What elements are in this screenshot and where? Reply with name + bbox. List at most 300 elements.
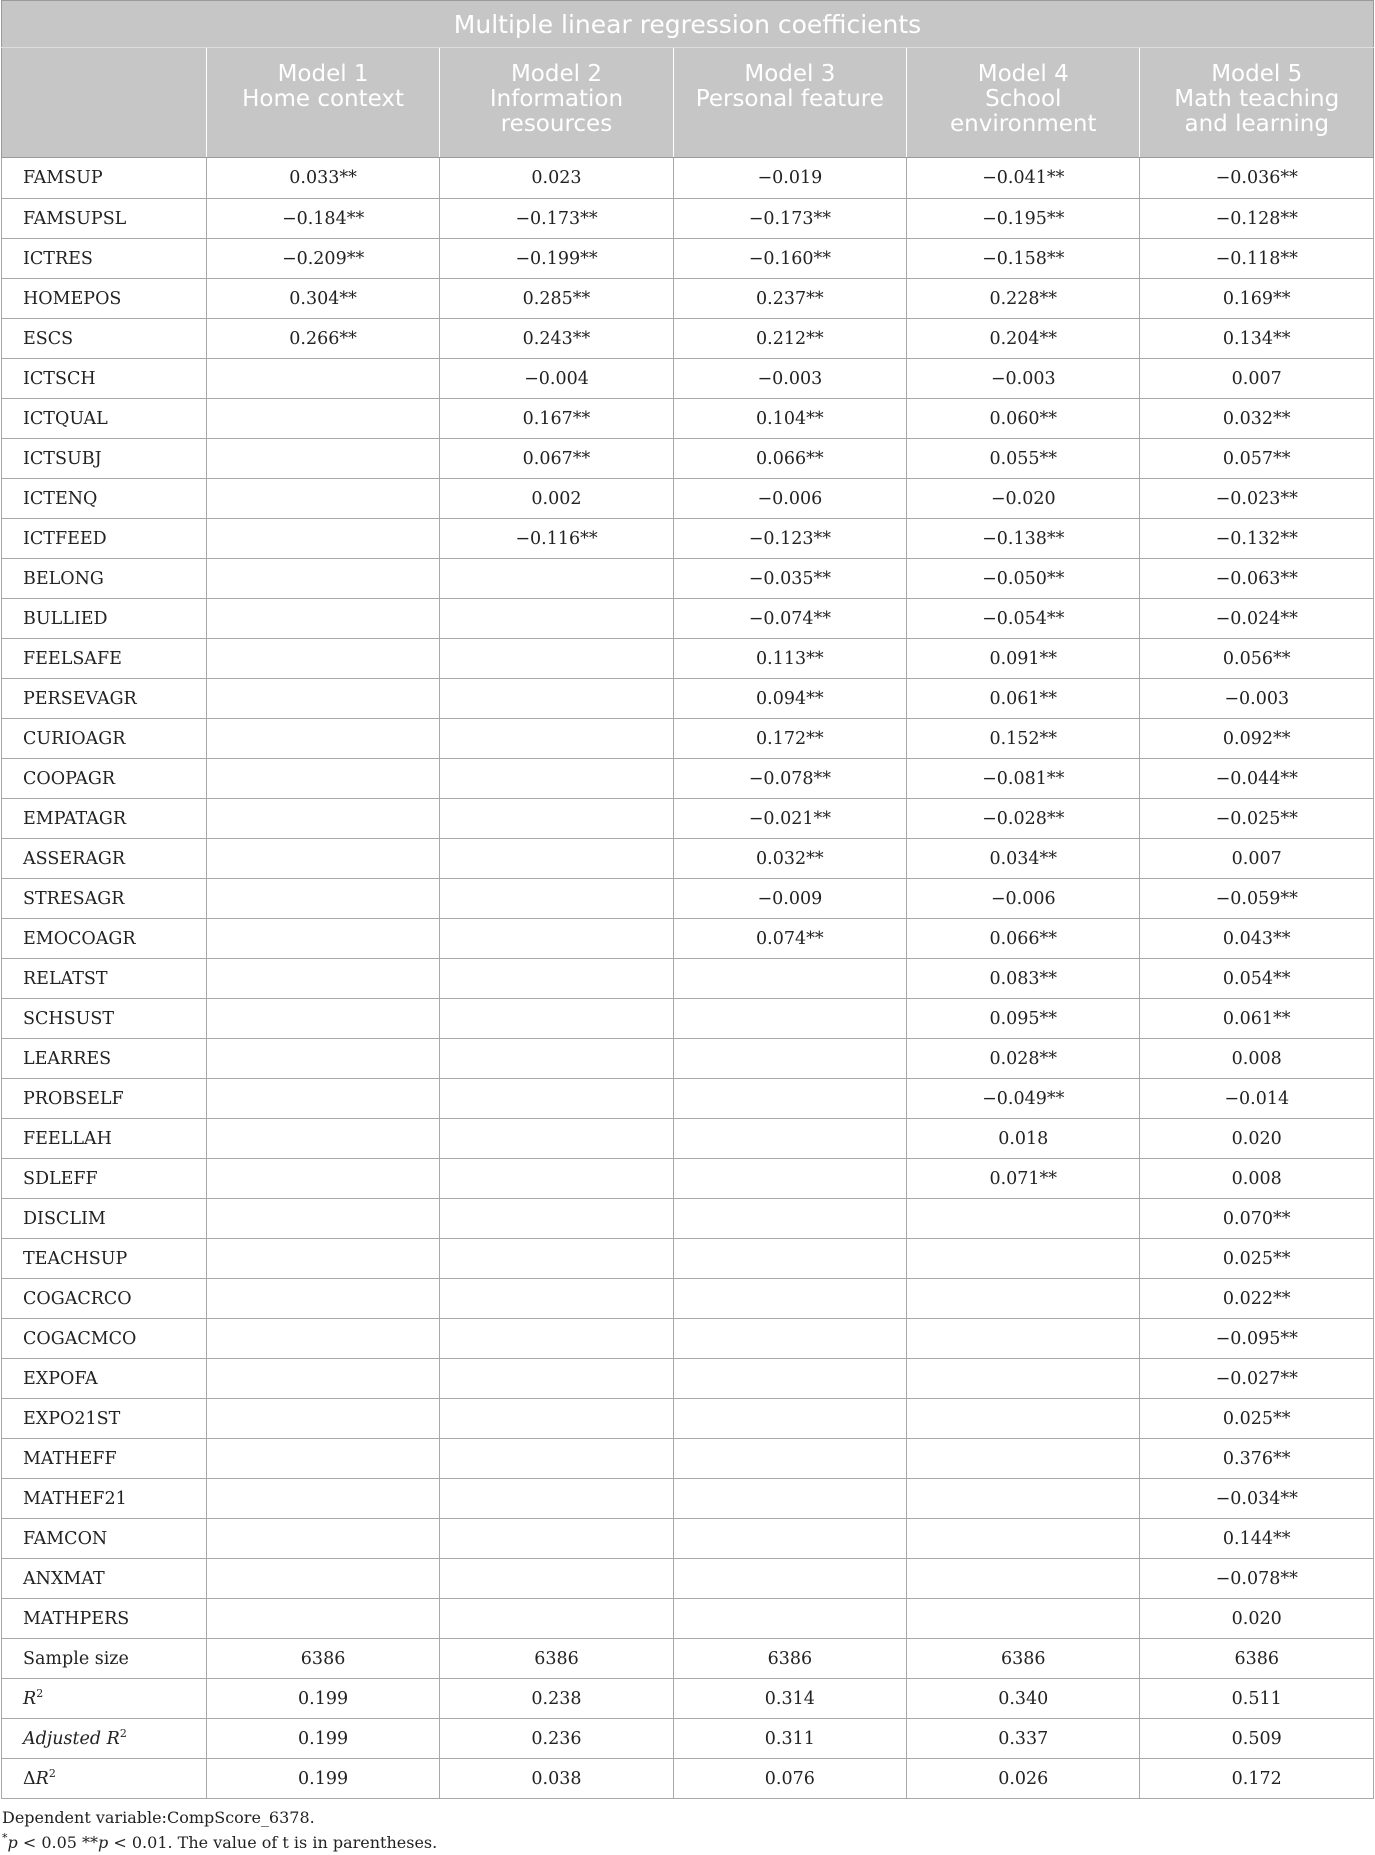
coef-cell <box>206 1519 439 1559</box>
coef-cell <box>673 1479 906 1519</box>
table-row <box>2 959 1374 999</box>
coef-cell <box>673 1279 906 1319</box>
coef-cell <box>673 1319 906 1359</box>
table-row <box>2 399 1374 439</box>
stat-label-sup: 2 <box>48 1766 56 1780</box>
coef-cell: −0.019 <box>673 158 906 199</box>
row-label: FAMSUP <box>2 158 207 199</box>
coef-cell <box>673 959 906 999</box>
coef-cell: 0.104** <box>673 399 906 439</box>
coef-cell: 0.094** <box>673 679 906 719</box>
footnote-p1: p <box>7 1833 18 1852</box>
coef-cell: −0.014 <box>1140 1079 1374 1119</box>
coef-cell <box>206 999 439 1039</box>
coef-cell: 0.056** <box>1140 639 1374 679</box>
coef-cell <box>206 1599 439 1639</box>
coef-cell <box>206 1439 439 1479</box>
stat-label-sup: 2 <box>36 1686 44 1700</box>
table-row <box>2 1199 1374 1239</box>
coef-cell: −0.049** <box>907 1079 1140 1119</box>
row-label: TEACHSUP <box>2 1239 207 1279</box>
coef-cell <box>907 1359 1140 1399</box>
coef-cell: 0.083** <box>907 959 1140 999</box>
table-row <box>2 439 1374 479</box>
coef-cell: −0.041** <box>907 158 1140 199</box>
table-row <box>2 599 1374 639</box>
stat-label-main: R <box>35 1768 49 1789</box>
stat-cell: 0.076 <box>673 1759 906 1799</box>
model-description: resources <box>500 111 613 137</box>
table-row <box>2 199 1374 239</box>
coef-cell: −0.020 <box>907 479 1140 519</box>
coef-cell <box>673 1119 906 1159</box>
coef-cell: −0.024** <box>1140 599 1374 639</box>
row-label: EXPO21ST <box>2 1399 207 1439</box>
row-label: ICTENQ <box>2 479 207 519</box>
coef-cell: −0.006 <box>907 879 1140 919</box>
footnote-text2: < 0.01. The value of t is in parentheses. <box>108 1833 438 1852</box>
row-label: ICTFEED <box>2 519 207 559</box>
coef-cell <box>206 759 439 799</box>
coef-cell <box>673 1039 906 1079</box>
coef-cell: −0.173** <box>440 199 673 239</box>
row-label: MATHEFF <box>2 1439 207 1479</box>
coef-cell: 0.055** <box>907 439 1140 479</box>
coef-cell: 0.061** <box>907 679 1140 719</box>
table-row <box>2 1479 1374 1519</box>
coef-cell <box>206 1279 439 1319</box>
row-label: COGACMCO <box>2 1319 207 1359</box>
table-row <box>2 519 1374 559</box>
coef-cell: 0.134** <box>1140 319 1374 359</box>
coef-cell <box>440 1279 673 1319</box>
coef-cell <box>673 1559 906 1599</box>
coef-cell: 0.008 <box>1140 1039 1374 1079</box>
coef-cell: −0.199** <box>440 239 673 279</box>
model-name: Model 5 <box>1211 61 1303 87</box>
row-label: DISCLIM <box>2 1199 207 1239</box>
coef-cell: 0.095** <box>907 999 1140 1039</box>
table-row <box>2 999 1374 1039</box>
stat-label <box>2 1719 207 1759</box>
coef-cell <box>673 999 906 1039</box>
coef-cell <box>440 1399 673 1439</box>
table-row <box>2 1519 1374 1559</box>
coef-cell <box>673 1359 906 1399</box>
model-header-2 <box>440 48 673 158</box>
coef-cell <box>440 719 673 759</box>
coef-cell: −0.158** <box>907 239 1140 279</box>
coef-cell: 0.025** <box>1140 1399 1374 1439</box>
coef-cell <box>206 679 439 719</box>
stats-row <box>2 1719 1374 1759</box>
coef-cell <box>907 1399 1140 1439</box>
row-label: BELONG <box>2 559 207 599</box>
table-row <box>2 559 1374 599</box>
stat-cell: 0.199 <box>206 1719 439 1759</box>
header-blank-cell <box>2 48 207 158</box>
coef-cell: 0.008 <box>1140 1159 1374 1199</box>
coef-cell: 0.020 <box>1140 1119 1374 1159</box>
row-label: FEELLAH <box>2 1119 207 1159</box>
coef-cell: 0.033** <box>206 158 439 199</box>
coef-cell: −0.003 <box>1140 679 1374 719</box>
row-label: EMOCOAGR <box>2 919 207 959</box>
coef-cell <box>206 359 439 399</box>
coef-cell <box>440 1479 673 1519</box>
coef-cell <box>673 1199 906 1239</box>
coef-cell: 0.237** <box>673 279 906 319</box>
coef-cell <box>440 1599 673 1639</box>
model-header-5 <box>1140 48 1374 158</box>
coef-cell <box>673 1599 906 1639</box>
row-label: FEELSAFE <box>2 639 207 679</box>
row-label: ICTSUBJ <box>2 439 207 479</box>
coef-cell <box>440 999 673 1039</box>
coef-cell: −0.025** <box>1140 799 1374 839</box>
coef-cell <box>907 1519 1140 1559</box>
row-label: LEARRES <box>2 1039 207 1079</box>
coef-cell: 6386 <box>206 1639 439 1679</box>
coef-cell <box>440 1559 673 1599</box>
stats-row <box>2 1679 1374 1719</box>
table-row <box>2 1279 1374 1319</box>
coef-cell: 0.228** <box>907 279 1140 319</box>
table-row <box>2 719 1374 759</box>
coef-cell: −0.004 <box>440 359 673 399</box>
row-label: EXPOFA <box>2 1359 207 1399</box>
row-label: PROBSELF <box>2 1079 207 1119</box>
coef-cell: −0.074** <box>673 599 906 639</box>
coef-cell: −0.138** <box>907 519 1140 559</box>
coef-cell: 6386 <box>1140 1639 1374 1679</box>
coef-cell: −0.118** <box>1140 239 1374 279</box>
coef-cell <box>206 1199 439 1239</box>
coef-cell <box>440 1119 673 1159</box>
coef-cell <box>206 959 439 999</box>
coef-cell <box>440 1239 673 1279</box>
coef-cell <box>206 1399 439 1439</box>
table-row <box>2 839 1374 879</box>
table-row <box>2 1239 1374 1279</box>
coef-cell <box>673 1399 906 1439</box>
coef-cell: −0.021** <box>673 799 906 839</box>
model-header-1 <box>206 48 439 158</box>
row-label: HOMEPOS <box>2 279 207 319</box>
regression-table <box>1 0 1374 1799</box>
coef-cell <box>206 1319 439 1359</box>
table-row <box>2 759 1374 799</box>
coef-cell <box>440 1159 673 1199</box>
coef-cell: 0.002 <box>440 479 673 519</box>
coef-cell <box>440 599 673 639</box>
row-label: ICTQUAL <box>2 399 207 439</box>
table-title: Multiple linear regression coefficients <box>2 1 1374 48</box>
coef-cell: 0.023 <box>440 158 673 199</box>
row-label: ICTSCH <box>2 359 207 399</box>
model-name: Model 2 <box>510 61 602 87</box>
coef-cell: −0.006 <box>673 479 906 519</box>
coef-cell <box>440 1079 673 1119</box>
coef-cell: 0.007 <box>1140 839 1374 879</box>
coef-cell <box>206 399 439 439</box>
table-row <box>2 1079 1374 1119</box>
coef-cell <box>206 879 439 919</box>
coef-cell <box>440 679 673 719</box>
coef-cell <box>673 1519 906 1559</box>
coef-cell <box>440 879 673 919</box>
table-row <box>2 1319 1374 1359</box>
table-row <box>2 1439 1374 1479</box>
model-header-4 <box>907 48 1140 158</box>
coef-cell <box>440 839 673 879</box>
coef-cell: −0.054** <box>907 599 1140 639</box>
coef-cell <box>907 1559 1140 1599</box>
stat-label-main: Adjusted R <box>23 1728 120 1749</box>
model-header-3 <box>673 48 906 158</box>
row-label: FAMCON <box>2 1519 207 1559</box>
footnote-significance <box>2 1830 1375 1855</box>
coef-cell <box>206 439 439 479</box>
stat-label-sup: 2 <box>119 1726 127 1740</box>
row-label: EMPATAGR <box>2 799 207 839</box>
coef-cell: −0.063** <box>1140 559 1374 599</box>
coef-cell: 0.285** <box>440 279 673 319</box>
table-row <box>2 919 1374 959</box>
row-label: PERSEVAGR <box>2 679 207 719</box>
coef-cell <box>440 1359 673 1399</box>
model-name: Model 4 <box>977 61 1069 87</box>
coef-cell: −0.034** <box>1140 1479 1374 1519</box>
row-label: MATHEF21 <box>2 1479 207 1519</box>
coef-cell <box>440 1199 673 1239</box>
coef-cell <box>206 719 439 759</box>
coef-cell: 0.172** <box>673 719 906 759</box>
coef-cell: −0.003 <box>673 359 906 399</box>
coef-cell: 0.071** <box>907 1159 1140 1199</box>
coef-cell: 0.092** <box>1140 719 1374 759</box>
coef-cell <box>907 1199 1140 1239</box>
coef-cell: −0.059** <box>1140 879 1374 919</box>
row-label: MATHPERS <box>2 1599 207 1639</box>
table-row <box>2 879 1374 919</box>
coef-cell: −0.184** <box>206 199 439 239</box>
stats-row <box>2 1759 1374 1799</box>
coef-cell <box>206 639 439 679</box>
coef-cell <box>907 1319 1140 1359</box>
coef-cell: 6386 <box>907 1639 1140 1679</box>
table-footnotes <box>0 1805 1375 1855</box>
table-row <box>2 639 1374 679</box>
row-label: ANXMAT <box>2 1559 207 1599</box>
footnote-text1: < 0.05 ** <box>17 1833 99 1852</box>
row-label: ICTRES <box>2 239 207 279</box>
coef-cell <box>206 1479 439 1519</box>
model-description: and learning <box>1184 111 1329 137</box>
row-label: ASSERAGR <box>2 839 207 879</box>
table-row <box>2 1599 1374 1639</box>
coef-cell: −0.035** <box>673 559 906 599</box>
coef-cell <box>440 1039 673 1079</box>
table-row <box>2 1639 1374 1679</box>
coef-cell <box>206 1119 439 1159</box>
stat-cell: 0.172 <box>1140 1759 1374 1799</box>
coef-cell <box>440 1519 673 1559</box>
coef-cell: 6386 <box>440 1639 673 1679</box>
stat-cell: 0.311 <box>673 1719 906 1759</box>
coef-cell: 0.152** <box>907 719 1140 759</box>
coef-cell <box>206 1559 439 1599</box>
coef-cell: −0.081** <box>907 759 1140 799</box>
coef-cell: 0.243** <box>440 319 673 359</box>
coef-cell <box>206 1239 439 1279</box>
table-row <box>2 679 1374 719</box>
coef-cell: −0.160** <box>673 239 906 279</box>
coef-cell <box>206 799 439 839</box>
model-description: Math teaching <box>1174 86 1340 112</box>
row-label: ESCS <box>2 319 207 359</box>
stat-label-prefix: Δ <box>23 1768 36 1789</box>
table-row <box>2 319 1374 359</box>
stat-cell: 0.238 <box>440 1679 673 1719</box>
model-description: School <box>985 86 1062 112</box>
coef-cell: 0.167** <box>440 399 673 439</box>
coef-cell <box>440 919 673 959</box>
coef-cell: −0.078** <box>673 759 906 799</box>
table-row <box>2 799 1374 839</box>
coef-cell <box>440 559 673 599</box>
coef-cell <box>206 839 439 879</box>
coef-cell: 0.054** <box>1140 959 1374 999</box>
coef-cell <box>206 559 439 599</box>
coef-cell <box>440 639 673 679</box>
coef-cell <box>907 1599 1140 1639</box>
coef-cell: −0.095** <box>1140 1319 1374 1359</box>
coef-cell: 6386 <box>673 1639 906 1679</box>
stat-cell: 0.509 <box>1140 1719 1374 1759</box>
stat-cell: 0.314 <box>673 1679 906 1719</box>
coef-cell: 0.060** <box>907 399 1140 439</box>
row-label: FAMSUPSL <box>2 199 207 239</box>
stat-cell: 0.340 <box>907 1679 1140 1719</box>
model-description: Home context <box>242 86 405 112</box>
coef-cell: −0.173** <box>673 199 906 239</box>
coef-cell: 0.007 <box>1140 359 1374 399</box>
row-label: STRESAGR <box>2 879 207 919</box>
row-label: COGACRCO <box>2 1279 207 1319</box>
coef-cell <box>206 1079 439 1119</box>
coef-cell: 0.034** <box>907 839 1140 879</box>
footnote-dependent: Dependent variable:CompScore_6378. <box>2 1808 315 1827</box>
coef-cell: 0.212** <box>673 319 906 359</box>
table-row <box>2 479 1374 519</box>
row-label: RELATST <box>2 959 207 999</box>
coef-cell: 0.067** <box>440 439 673 479</box>
row-label: BULLIED <box>2 599 207 639</box>
coef-cell <box>907 1239 1140 1279</box>
coef-cell: −0.078** <box>1140 1559 1374 1599</box>
table-row <box>2 239 1374 279</box>
stat-cell: 0.236 <box>440 1719 673 1759</box>
coef-cell: −0.023** <box>1140 479 1374 519</box>
coef-cell <box>907 1279 1140 1319</box>
coef-cell: −0.195** <box>907 199 1140 239</box>
coef-cell: −0.128** <box>1140 199 1374 239</box>
table-row <box>2 1359 1374 1399</box>
coef-cell: 0.113** <box>673 639 906 679</box>
stat-cell: 0.199 <box>206 1679 439 1719</box>
coef-cell: 0.025** <box>1140 1239 1374 1279</box>
stat-cell: 0.511 <box>1140 1679 1374 1719</box>
coef-cell: 0.022** <box>1140 1279 1374 1319</box>
footnote-star: * <box>2 1831 8 1845</box>
coef-cell: 0.204** <box>907 319 1140 359</box>
row-label: SCHSUST <box>2 999 207 1039</box>
coef-cell: 0.091** <box>907 639 1140 679</box>
model-description: Personal feature <box>695 86 884 112</box>
coef-cell <box>440 959 673 999</box>
table-row <box>2 1399 1374 1439</box>
coef-cell: 0.043** <box>1140 919 1374 959</box>
coef-cell: −0.209** <box>206 239 439 279</box>
coef-cell <box>673 1079 906 1119</box>
coef-cell: 0.020 <box>1140 1599 1374 1639</box>
coef-cell <box>440 1439 673 1479</box>
coef-cell: 0.070** <box>1140 1199 1374 1239</box>
coef-cell: −0.050** <box>907 559 1140 599</box>
coef-cell: 0.057** <box>1140 439 1374 479</box>
coef-cell <box>440 1319 673 1359</box>
stat-cell: 0.199 <box>206 1759 439 1799</box>
table-row <box>2 1119 1374 1159</box>
table-row <box>2 279 1374 319</box>
model-name: Model 1 <box>277 61 369 87</box>
coef-cell <box>206 919 439 959</box>
coef-cell: −0.009 <box>673 879 906 919</box>
coef-cell: 0.066** <box>673 439 906 479</box>
coef-cell: 0.074** <box>673 919 906 959</box>
coef-cell: 0.028** <box>907 1039 1140 1079</box>
row-label: Sample size <box>2 1639 207 1679</box>
coef-cell <box>206 1359 439 1399</box>
coef-cell <box>673 1239 906 1279</box>
row-label: CURIOAGR <box>2 719 207 759</box>
coef-cell: 0.032** <box>673 839 906 879</box>
coef-cell: 0.066** <box>907 919 1140 959</box>
coef-cell <box>206 479 439 519</box>
row-label: COOPAGR <box>2 759 207 799</box>
coef-cell <box>673 1439 906 1479</box>
coef-cell: −0.132** <box>1140 519 1374 559</box>
stat-label <box>2 1759 207 1799</box>
table-row <box>2 359 1374 399</box>
table-row <box>2 158 1374 199</box>
coef-cell: 0.032** <box>1140 399 1374 439</box>
table-row <box>2 1039 1374 1079</box>
coef-cell <box>907 1439 1140 1479</box>
coef-cell: 0.018 <box>907 1119 1140 1159</box>
coef-cell <box>206 1159 439 1199</box>
model-name: Model 3 <box>744 61 836 87</box>
coef-cell <box>440 799 673 839</box>
stat-label-main: R <box>23 1688 37 1709</box>
coef-cell: −0.028** <box>907 799 1140 839</box>
coef-cell <box>206 519 439 559</box>
coef-cell <box>206 599 439 639</box>
coef-cell <box>907 1479 1140 1519</box>
coef-cell: 0.376** <box>1140 1439 1374 1479</box>
table-row <box>2 1559 1374 1599</box>
